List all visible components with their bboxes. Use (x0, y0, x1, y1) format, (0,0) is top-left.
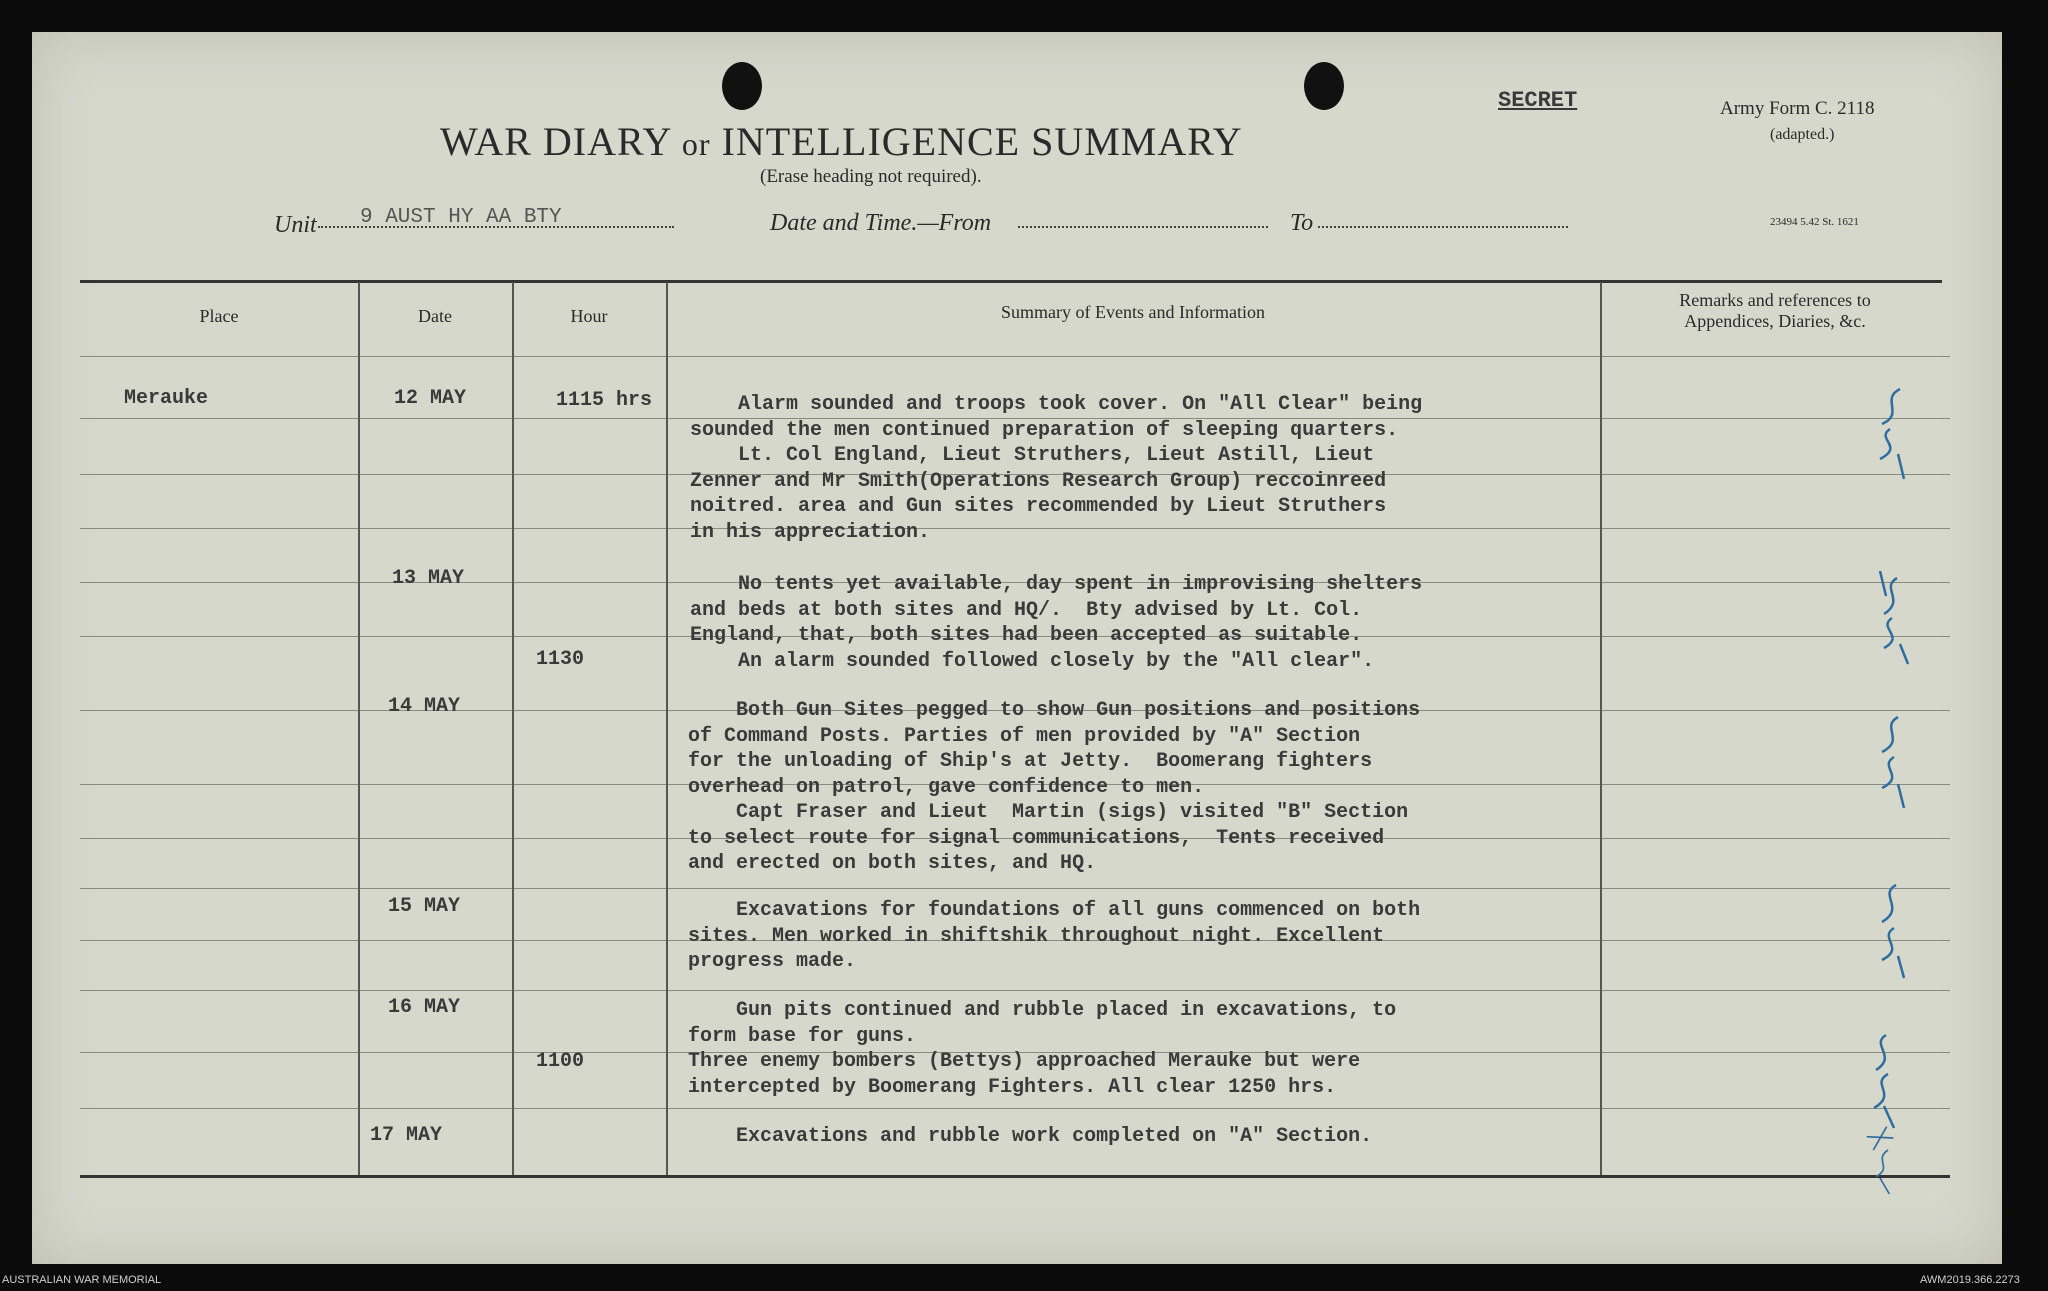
entry-15-may: Excavations for foundations of all guns commenced on both sites. Men worked in shiftshik throughout night. Excellent progress made. (688, 899, 1421, 973)
print-code: 23494 5.42 St. 1621 (1770, 216, 1859, 228)
form-title (440, 118, 1243, 165)
row-rule (80, 990, 1950, 991)
col-header-place: Place (199, 306, 239, 326)
col-header-summary: Summary of Events and Information (1001, 302, 1265, 322)
footer-source: AUSTRALIAN WAR MEMORIAL (2, 1274, 162, 1286)
date-cell: 16 MAY (388, 996, 461, 1019)
date-to-dotted-line (1318, 226, 1568, 228)
row-rule (80, 888, 1950, 889)
handwritten-initials (1860, 1110, 1900, 1210)
row-rule (80, 1108, 1950, 1109)
entry-13-may: No tents yet available, day spent in improvising shelters and beds at both sites and HQ/. Bty advised by Lt. Col. England, that, both sites had been accepted as suitable. An alarm sounded followed closely by the "All clear". (690, 573, 1423, 673)
remarks-header-line2: Appendices, Diaries, &c. (1684, 311, 1866, 331)
punch-hole (1304, 62, 1344, 110)
date-from-label: Date and Time.—From (770, 210, 992, 236)
col-divider-date (512, 282, 514, 1175)
table-bottom-rule (80, 1175, 1950, 1178)
footer-accession: AWM2019.366.2273 (1920, 1274, 2020, 1286)
title-intelligence-summary: INTELLIGENCE SUMMARY (721, 119, 1243, 164)
col-header-remarks (1600, 290, 1950, 332)
entry-17-may: Excavations and rubble work completed on "A" Section. (688, 1125, 1373, 1148)
place-cell: Merauke (124, 387, 209, 410)
handwritten-initials (1872, 880, 1912, 980)
hour-cell: 1115 hrs (556, 389, 653, 412)
hour-cell: 1130 (536, 648, 585, 671)
entry-12-may: Alarm sounded and troops took cover. On "All Clear" being sounded the men continued preparation of sleeping quarters. Lt. Col England, Lieut Struthers, Lieut Astill, Lieut Zenner and Mr Smith(Operations Research Group) reccoinreed noitred. area and Gun sites recommended by Lieut Struthers in his appreciation. (690, 393, 1423, 544)
header-rule (80, 356, 1950, 357)
handwritten-initials (1872, 566, 1912, 666)
handwritten-initials (1870, 384, 1910, 484)
handwritten-initials (1872, 712, 1912, 812)
army-form-number: Army Form C. 2118 (1720, 98, 1875, 119)
date-cell: 17 MAY (370, 1124, 443, 1147)
col-divider-place (358, 282, 360, 1175)
unit-label: Unit (274, 212, 317, 238)
title-or: or (681, 126, 711, 162)
date-cell: 14 MAY (388, 695, 461, 718)
col-header-date: Date (418, 306, 452, 326)
entry-16-may: Gun pits continued and rubble placed in excavations, to form base for guns. Three enemy bombers (Bettys) approached Merauke but were intercepted by Boomerang Fighters. All clear 1250 hrs. (688, 999, 1397, 1099)
col-divider-summary (1600, 282, 1602, 1175)
unit-value: 9 AUST HY AA BTY (360, 206, 562, 229)
col-divider-hour (666, 282, 668, 1175)
remarks-header-line1: Remarks and references to (1679, 290, 1871, 310)
adapted-note: (adapted.) (1770, 126, 1835, 143)
date-from-dotted-line (1018, 226, 1268, 228)
hour-cell: 1100 (536, 1050, 585, 1073)
classification-stamp: SECRET (1498, 88, 1578, 113)
date-cell: 12 MAY (394, 387, 467, 410)
title-war-diary: WAR DIARY (440, 119, 671, 164)
date-to-label: To (1290, 210, 1314, 236)
col-header-hour: Hour (570, 306, 608, 326)
punch-hole (722, 62, 762, 110)
form-subtitle: (Erase heading not required). (760, 166, 982, 187)
entry-14-may: Both Gun Sites pegged to show Gun positions and positions of Command Posts. Parties of men provided by "A" Section for the unloading of Ship's at Jetty. Boomerang fighters overhead on patrol, gave confidence to men. Capt Fraser and Lieut Martin (sigs) visited "B" Section to select route for signal communications, Tents received and erected on both sites, and HQ. (688, 699, 1421, 875)
date-cell: 15 MAY (388, 895, 461, 918)
date-cell: 13 MAY (392, 567, 465, 590)
